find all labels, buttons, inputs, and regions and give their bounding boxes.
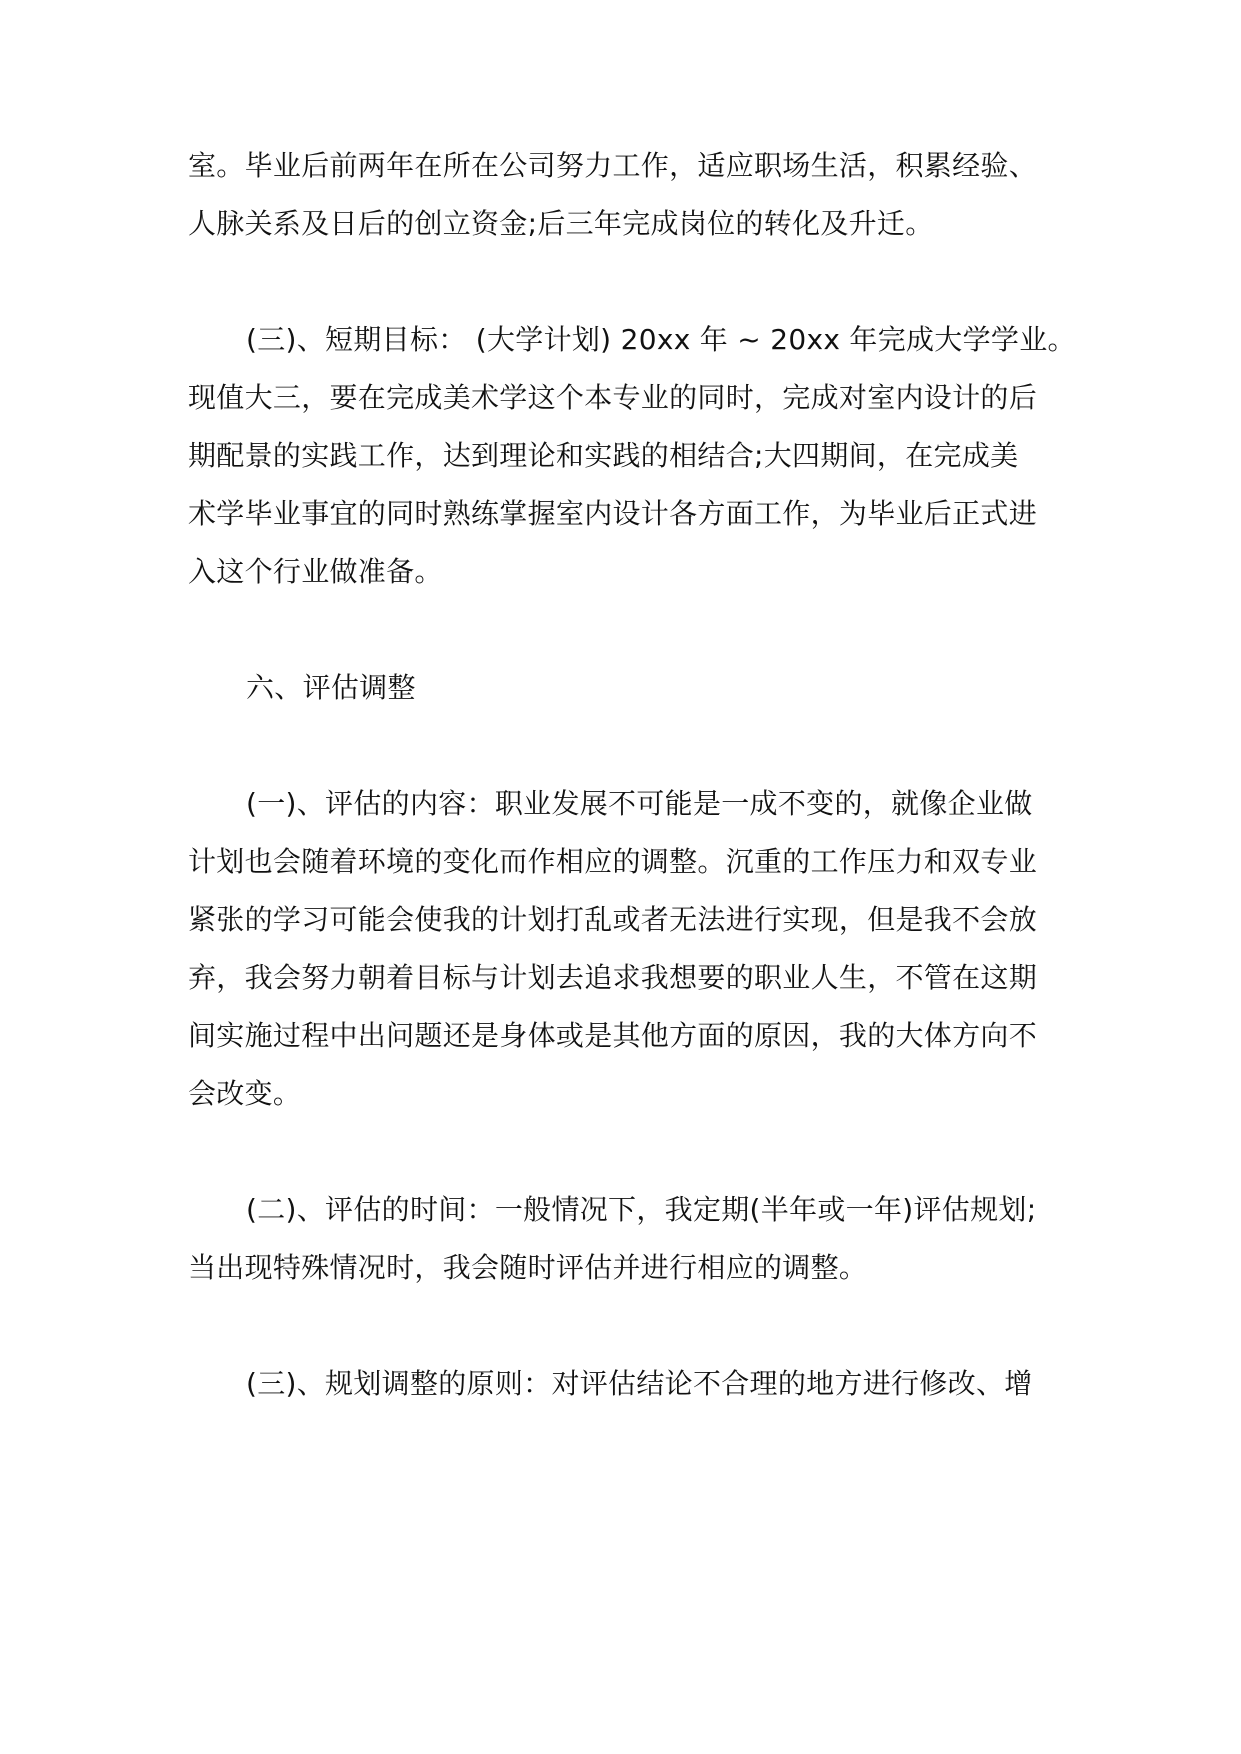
paragraph-line: 人脉关系及日后的创立资金;后三年完成岗位的转化及升迁。 [188, 207, 934, 240]
paragraph-line: (三)、短期目标： (大学计划) 20xx 年 ~ 20xx 年完成大学学业。 [246, 323, 1076, 356]
paragraph-line: 计划也会随着环境的变化而作相应的调整。沉重的工作压力和双专业 [188, 845, 1038, 878]
paragraph-line: 间实施过程中出问题还是身体或是其他方面的原因，我的大体方向不 [188, 1019, 1038, 1052]
paragraph-line: 室。毕业后前两年在所在公司努力工作，适应职场生活，积累经验、 [188, 149, 1038, 182]
paragraph-line: 会改变。 [188, 1077, 302, 1110]
paragraph-line: (二)、评估的时间：一般情况下，我定期(半年或一年)评估规划; [246, 1193, 1037, 1226]
paragraph-line: 期配景的实践工作，达到理论和实践的相结合;大四期间，在完成美 [188, 439, 1019, 472]
paragraph-line: (一)、评估的内容：职业发展不可能是一成不变的，就像企业做 [246, 787, 1033, 820]
paragraph-line: 术学毕业事宜的同时熟练掌握室内设计各方面工作，为毕业后正式进 [188, 497, 1038, 530]
paragraph-line: 入这个行业做准备。 [188, 555, 443, 588]
section-heading: 六、评估调整 [246, 671, 416, 704]
paragraph-line: 弃，我会努力朝着目标与计划去追求我想要的职业人生，不管在这期 [188, 961, 1038, 994]
paragraph-line: 当出现特殊情况时，我会随时评估并进行相应的调整。 [188, 1251, 868, 1284]
paragraph-line: (三)、规划调整的原则：对评估结论不合理的地方进行修改、增 [246, 1367, 1033, 1400]
paragraph-line: 现值大三，要在完成美术学这个本专业的同时，完成对室内设计的后 [188, 381, 1038, 414]
paragraph-line: 紧张的学习可能会使我的计划打乱或者无法进行实现，但是我不会放 [188, 903, 1038, 936]
